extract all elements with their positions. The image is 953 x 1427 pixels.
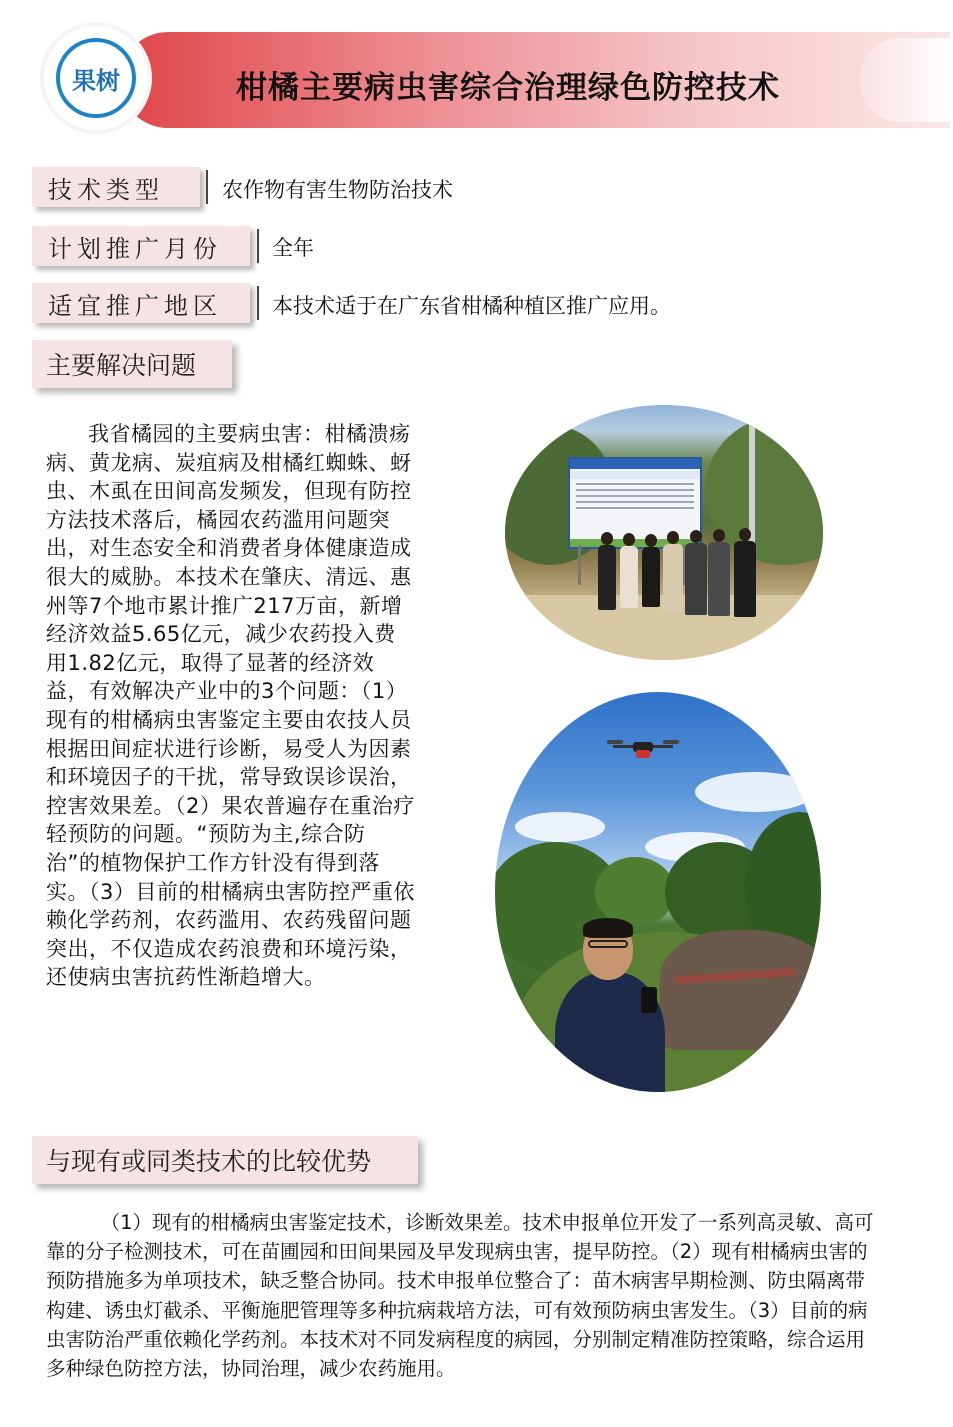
region-value: 本技术适于在广东省柑橘种植区推广应用。: [272, 294, 671, 318]
page-title: 柑橘主要病虫害综合治理绿色防控技术: [236, 70, 780, 106]
divider: [257, 286, 259, 320]
section-heading-advantages: 与现有或同类技术的比较优势: [32, 1136, 418, 1184]
tech-type-label: 技术类型: [32, 167, 200, 207]
problems-paragraph: 我省橘园的主要病虫害：柑橘溃疡病、黄龙病、炭疽病及柑橘红蜘蛛、蚜虫、木虱在田间高发频发，但现有防控方法技术落后，橘园农药滥用问题突出，对生态安全和消费者身体健康造成很大的威胁。本技术在肇庆、清远、惠州等7个地市累计推广217万亩，新增经济效益5.65亿元，减少农药投入费用1.82亿元，取得了显著的经济效益，有效解决产业中的3个问题：（1）现有的柑橘病虫害鉴定主要由农技人员根据田间症状进行诊断，易受人为因素和环境因子的干扰，常导致误诊误治，控害效果差。（2）果农普遍存在重治疗轻预防的问题。“预防为主,综合防治”的植物保护工作方针没有得到落实。（3）目前的柑橘病虫害防控严重依赖化学药剂，农药滥用、农药残留问题突出，不仅造成农药浪费和环境污染，还使病虫害抗药性渐趋增大。: [46, 422, 415, 990]
divider: [206, 170, 208, 204]
category-badge: 果树: [56, 38, 136, 118]
tech-type-value: 农作物有害生物防治技术: [222, 178, 453, 202]
promo-month-label: 计划推广月份: [32, 226, 250, 266]
region-label: 适宜推广地区: [32, 283, 250, 323]
banner-ribbon: [860, 38, 953, 122]
drone-icon: [613, 732, 673, 756]
advantages-paragraph: （1）现有的柑橘病虫害鉴定技术，诊断效果差。技术申报单位开发了一系列高灵敏、高可靠的分子检测技术，可在苗圃园和田间果园及早发现病虫害，提早防控。（2）现有柑橘病虫害的预防措施多为单项技术，缺乏整合协同。技术申报单位整合了：苗木病害早期检测、防虫隔离带构建、诱虫灯截杀、平衡施肥管理等多种抗病栽培方法，可有效预防病虫害发生。（3）目前的病虫害防治严重依赖化学药剂。本技术对不同发病程度的病园，分别制定精准防控策略，综合运用多种绿色防控方法，协同治理，减少农药施用。: [46, 1211, 874, 1381]
section-heading-problems: 主要解决问题: [32, 340, 232, 388]
promo-month-value: 全年: [272, 236, 314, 260]
drone-operation-photo: [495, 692, 821, 1092]
divider: [257, 229, 259, 263]
demo-base-photo: [505, 405, 823, 660]
